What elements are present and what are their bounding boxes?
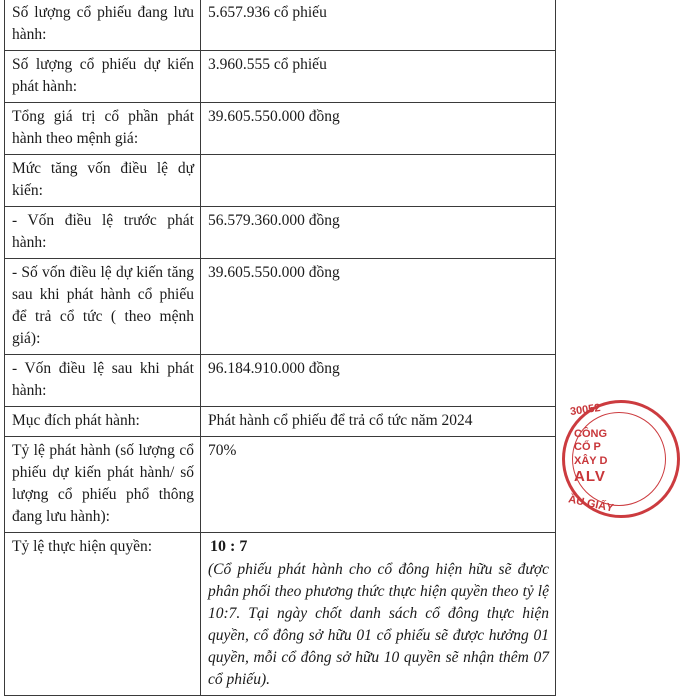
row-label: - Vốn điều lệ trước phát hành: bbox=[5, 207, 201, 259]
stamp-text: CÔNG bbox=[574, 428, 607, 440]
row-label: Tỷ lệ thực hiện quyền: bbox=[5, 533, 201, 696]
stamp-text: CỔ P bbox=[574, 441, 601, 453]
row-label: - Vốn điều lệ sau khi phát hành: bbox=[5, 355, 201, 407]
row-value: 96.184.910.000 đồng bbox=[201, 355, 556, 407]
row-label: Số lượng cổ phiếu dự kiến phát hành: bbox=[5, 51, 201, 103]
row-label: Mức tăng vốn điều lệ dự kiến: bbox=[5, 155, 201, 207]
row-value: 39.605.550.000 đồng bbox=[201, 259, 556, 355]
stamp-bottom-text: ẦU GIẤY bbox=[567, 493, 615, 515]
stamp-text: ALV bbox=[574, 468, 606, 485]
table-row bbox=[5, 407, 556, 437]
issuance-info-table bbox=[4, 0, 556, 696]
table-row bbox=[5, 259, 556, 355]
row-value-cell bbox=[201, 533, 556, 696]
table-row bbox=[5, 437, 556, 533]
row-value: 70% bbox=[201, 437, 556, 533]
row-label: Số lượng cổ phiếu đang lưu hành: bbox=[5, 0, 201, 51]
row-value: Phát hành cổ phiếu để trả cổ tức năm 2024 bbox=[201, 407, 556, 437]
exercise-note: (Cổ phiếu phát hành cho cổ đông hiện hữu sẽ được phân phối theo phương thức thực hiện quyền theo tỷ lệ 10:7. Tại ngày chốt danh sách cổ đông thực hiện quyền, cổ đông sở hữu 01 cổ phiếu sẽ được hưởng 01 quyền, mỗi cổ đông sở hữu 10 quyền sẽ nhận thêm 07 cổ phiếu). bbox=[208, 561, 549, 688]
row-value: 56.579.360.000 đồng bbox=[201, 207, 556, 259]
row-value: 39.605.550.000 đồng bbox=[201, 103, 556, 155]
row-value: 3.960.555 cổ phiếu bbox=[201, 51, 556, 103]
row-label: - Số vốn điều lệ dự kiến tăng sau khi phát hành cổ phiếu để trả cổ tức ( theo mệnh giá): bbox=[5, 259, 201, 355]
company-seal-stamp bbox=[558, 398, 618, 522]
table-row bbox=[5, 533, 556, 696]
table-row bbox=[5, 355, 556, 407]
table-row bbox=[5, 103, 556, 155]
table-row bbox=[5, 207, 556, 259]
exercise-ratio: 10 : 7 bbox=[210, 538, 248, 555]
table-row bbox=[5, 51, 556, 103]
table-row bbox=[5, 155, 556, 207]
row-label: Tổng giá trị cổ phần phát hành theo mệnh giá: bbox=[5, 103, 201, 155]
table-row bbox=[5, 0, 556, 51]
stamp-number: 30052 bbox=[569, 401, 602, 419]
row-value: 5.657.936 cổ phiếu bbox=[201, 0, 556, 51]
row-value bbox=[201, 155, 556, 207]
row-label: Mục đích phát hành: bbox=[5, 407, 201, 437]
row-label: Tỷ lệ phát hành (số lượng cổ phiếu dự kiến phát hành/ số lượng cổ phiếu phổ thông đang lưu hành): bbox=[5, 437, 201, 533]
stamp-text: XÂY D bbox=[574, 455, 608, 467]
